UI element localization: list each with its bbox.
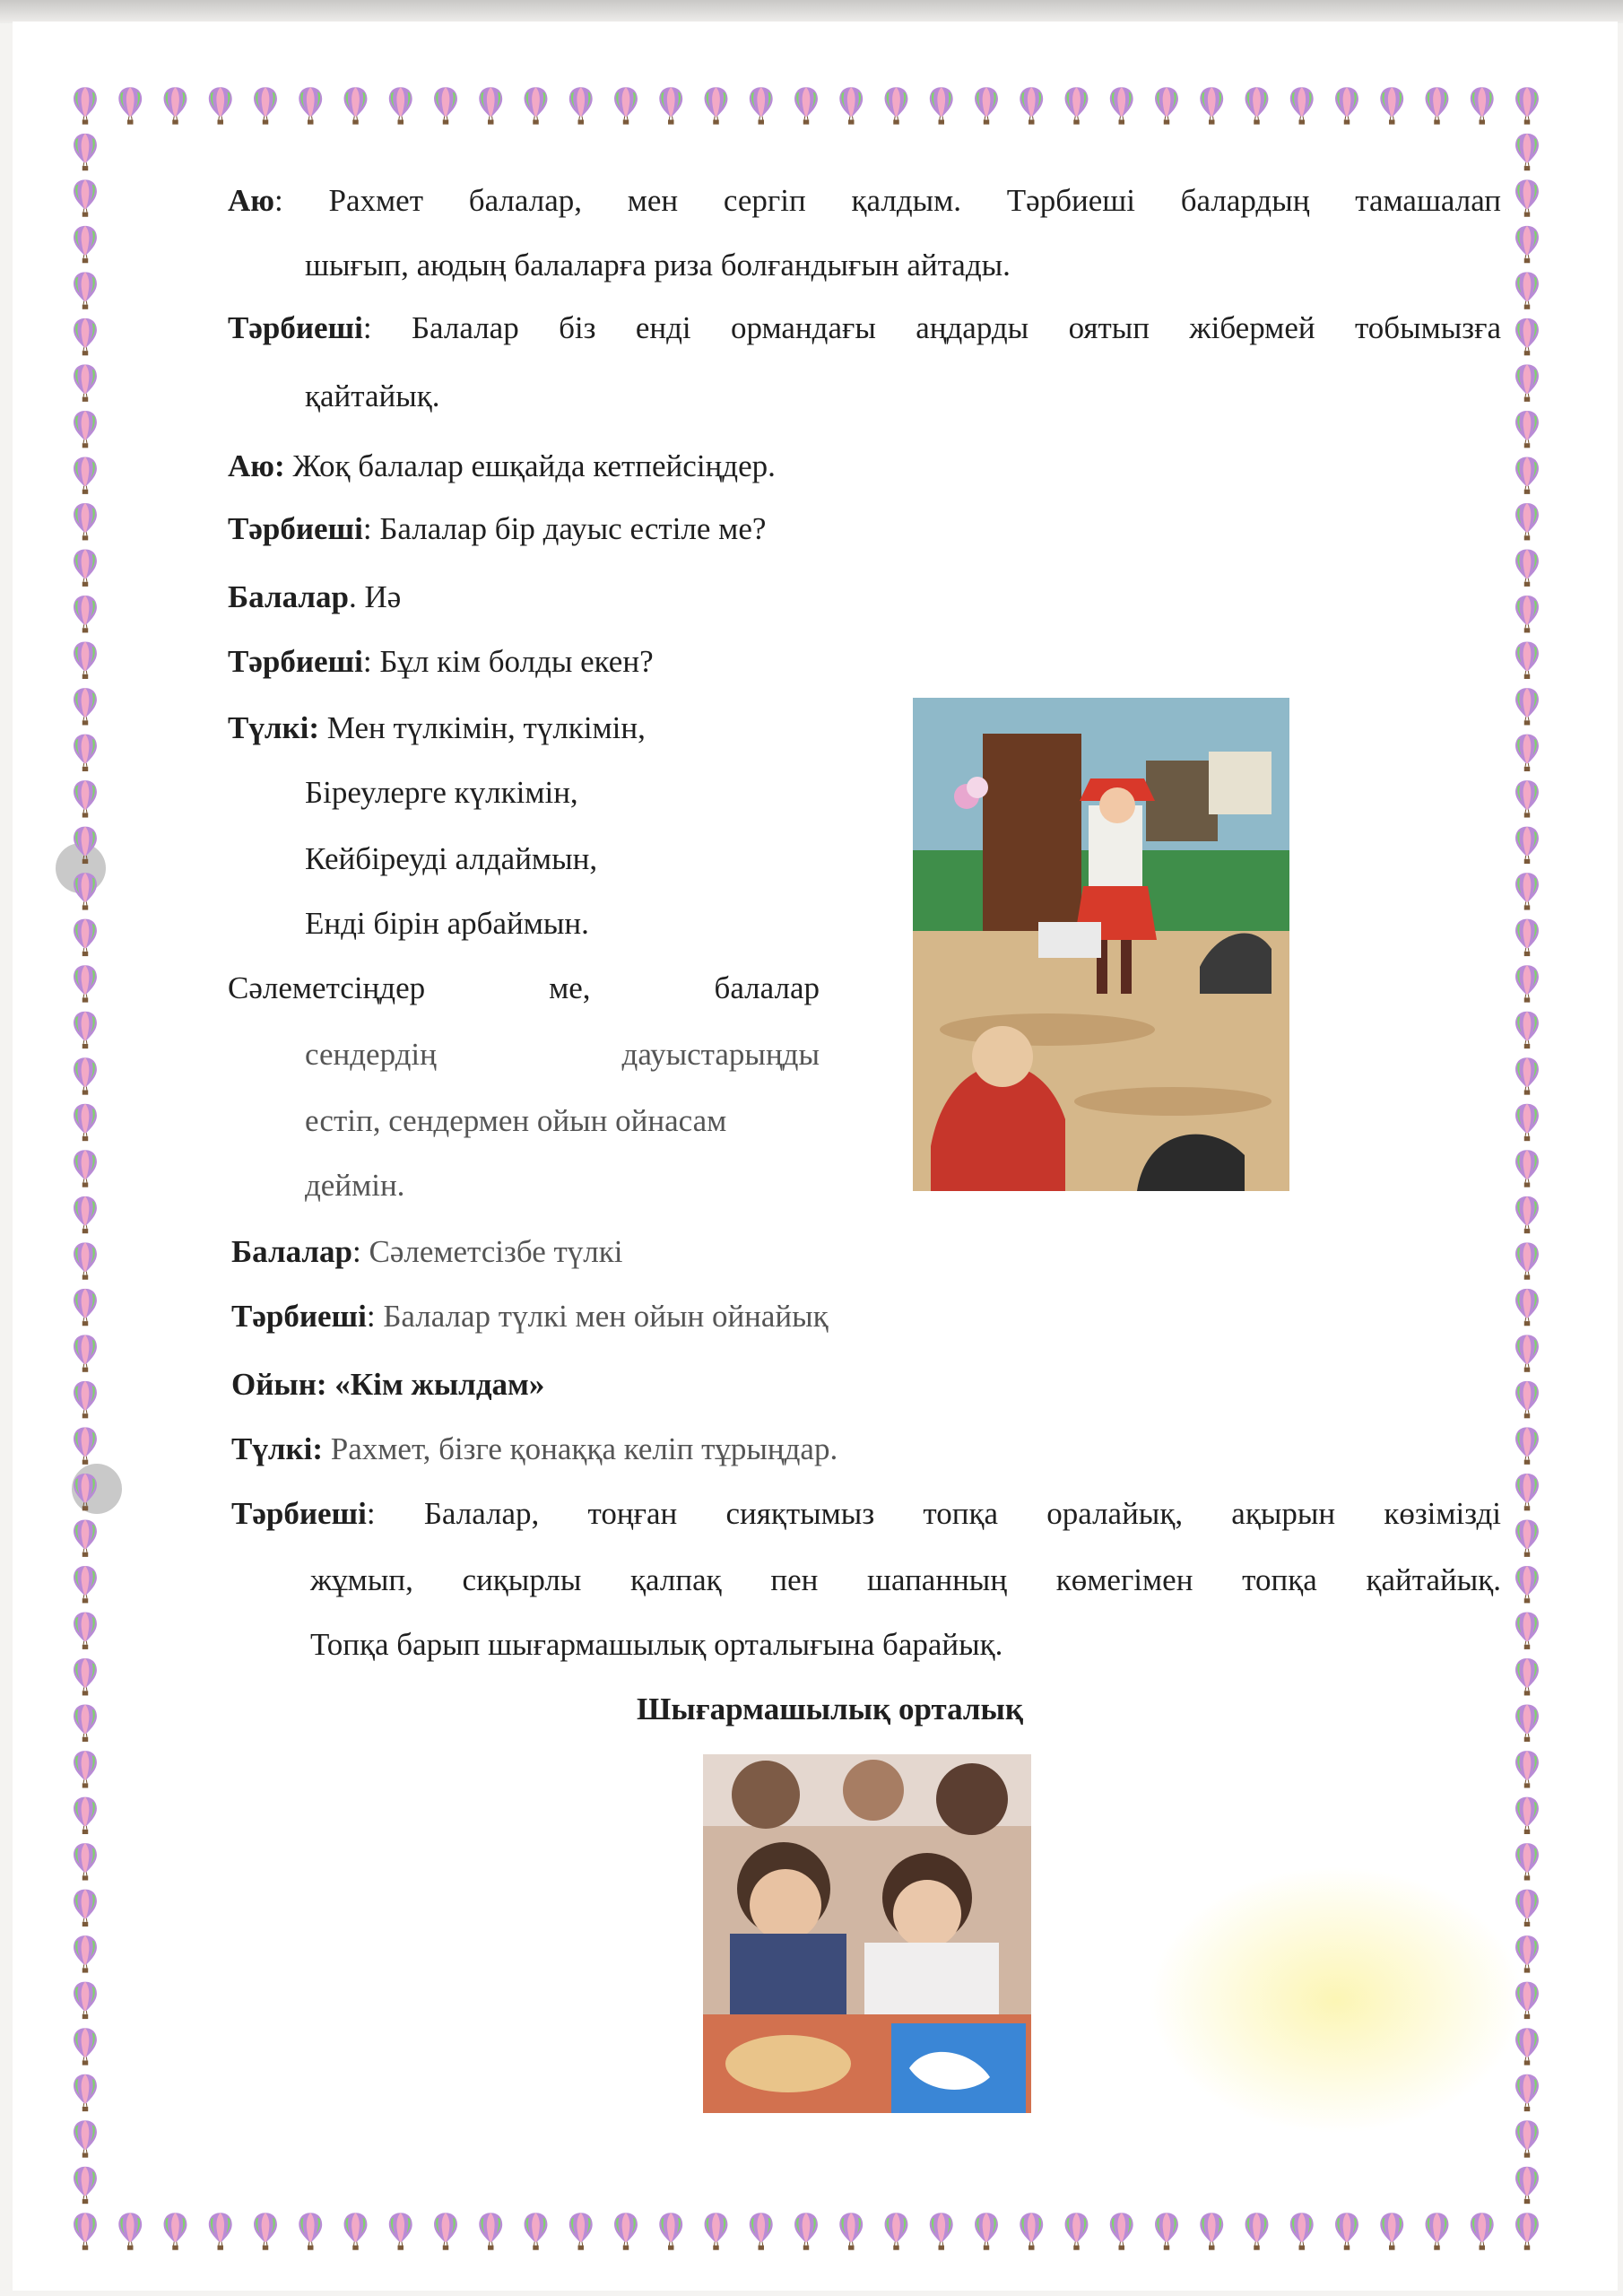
line-22: жұмып, сиқырлы қалпақ пен шапанның көмегімен топқа қайтайық. (310, 1562, 1501, 1597)
line-11: Кейбіреуді алдаймын, (305, 841, 598, 876)
line-19: Ойын: «Кім жылдам» (231, 1367, 545, 1402)
line-5: Аю: Жоқ балалар ешқайда кетпейсіңдер. (228, 448, 776, 483)
line-7: Балалар. Иә (228, 579, 402, 614)
line-15: естіп, сендермен ойын ойнасам (305, 1103, 727, 1138)
line-9: Түлкі: Мен түлкімін, түлкімін, (228, 710, 646, 745)
line-1: Аю: Рахмет балалар, мен сергіп қалдым. Тәрбиеші балардың тамашалап (228, 183, 1501, 218)
photo-fox-performance (913, 698, 1289, 1191)
line-16: деймін. (305, 1168, 405, 1203)
line-8: Тәрбиеші: Бұл кім болды екен? (228, 644, 654, 679)
line-23: Топқа барып шығармашылық орталығына барайық. (310, 1627, 1003, 1662)
line-4: қайтайық. (305, 378, 440, 413)
line-20: Түлкі: Рахмет, бізге қонаққа келіп тұрыңдар. (231, 1431, 838, 1466)
line-12: Енді бірін арбаймын. (305, 906, 589, 941)
line-10: Біреулерге күлкімін, (305, 775, 578, 810)
line-2: шығып, аюдың балаларға риза болғандығын айтады. (305, 248, 1011, 283)
section-heading: Шығармашылық орталық (637, 1692, 1024, 1726)
photo-creative-center (703, 1754, 1031, 2113)
line-17: Балалар: Сәлеметсізбе түлкі (231, 1234, 623, 1269)
line-6: Тәрбиеші: Балалар бір дауыс естіле ме? (228, 511, 767, 546)
line-3: Тәрбиеші: Балалар біз енді ормандағы аңдарды оятып жібермей тобымызға (228, 310, 1502, 345)
line-13: Сәлеметсіңдер ме, балалар (228, 970, 820, 1005)
line-14: сендердің дауыстарыңды (305, 1037, 820, 1072)
line-21: Тәрбиеші: Балалар, тоңған сияқтымыз топқа оралайық, ақырын көзімізді (231, 1496, 1501, 1531)
line-18: Тәрбиеші: Балалар түлкі мен ойын ойнайық (231, 1299, 829, 1334)
